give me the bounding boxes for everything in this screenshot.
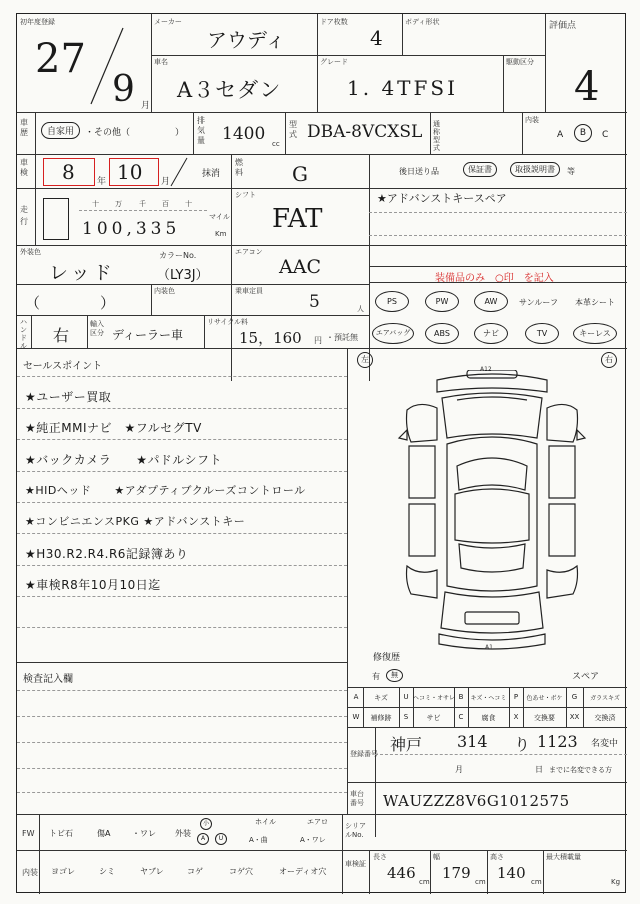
maker-value: アウディ [207, 28, 286, 52]
model-value: A３セダン [177, 78, 282, 102]
auction-sheet: 初年度登録 27 9 月 メーカー アウディ ドア枚数 4 ボディ形状 評価点 4 車名 A３セダン グレード 1. 4TFSI 駆動区分 車歴 自家用 ・その他（ ） 排気量 1400 cc 型式 DBA-8VCXSL 通称型式 内装 A B C 車検 8 年 10 月 抹消 燃料 G 後日送り品 保証書 取扱説明書 等 走行 十 万 千 百 十 100,335 マイル Km シフト FAT ★アドバンストキースペア 外装色 レッド カラーNo. （LY3J） エアコン AAC 装備品のみ ○印 を記入 （ ） 内装色 乗車定員 5 人 PS PW AW サンルーフ 本革シート ハンドル 右 輸入区分 ディーラー車 リサイクル料 15，160 円 ・預託無 エアバッグ ABS ナビ TV キーレス セールスポイント ★ユーザー買取 ★純正MMIナビ ★フルセグTV ★バックカメラ ★パドルシフト ★HIDヘッド ★アダプティブクルーズコントロール ★コンビニエンスPKG ★アドバンストキー ★H30.R2.R4.R6記録簿あり ★車検R8年10月10日迄 検査記入欄 左 右 A12 A1 修復歴 有 無 スペア A キズ U ヘコミ・オサレ B キズ・ヘコミ P 色あせ・ボケ G ガラスキズ W 補修跡 S サビ C 腐食 X 交換要 XX 交換済 登録番号 神戸 314 り 1123 名変中 月 日 までに名変できる方 車台番号 WAUZZZ8V6G1012575 FW トビ石 傷A ・ワレ 外装 小 A U ホイル A・曲 エアロ A・ワレ シリアルNo. 内装 ヨゴレ シミ ヤブレ コゲ コゲ穴 オーディオ穴 車検証 長さ 446 cm 幅 179 cm 高さ 140 cm 最大積載量 Kg [16, 13, 626, 893]
sales-line: ★純正MMIナビ ★フルセグTV [25, 421, 202, 435]
color-no-label: カラーNo. [159, 251, 197, 260]
score-value: 4 [574, 64, 600, 110]
serial-label: シリアルNo. [345, 822, 366, 839]
equip-leather: 本革シート [575, 298, 615, 307]
displacement-value: 1400 [222, 124, 266, 144]
capacity-value: 5 [309, 292, 320, 312]
paren-field: （ ） [25, 294, 116, 312]
history-own: 自家用 [41, 122, 80, 139]
import-label: 輸入区分 [90, 320, 104, 337]
insp-day: 10 [117, 160, 143, 184]
recycle-value: 15，160 [239, 329, 302, 347]
sales-line: ★H30.R2.R4.R6記録簿あり [25, 547, 189, 561]
interior-a: A [557, 130, 564, 140]
repair-yes: 有 [372, 672, 380, 681]
mileage-value: 100,335 [82, 219, 181, 239]
import-value: ディーラー車 [112, 328, 184, 342]
inspection-notes-title: 検査記入欄 [23, 674, 73, 685]
maker-label: メーカー [154, 18, 182, 26]
score-label: 評価点 [549, 21, 577, 31]
equip-abs: ABS [425, 323, 459, 344]
drive-label: 駆動区分 [506, 58, 534, 66]
recycle-label: リサイクル料 [207, 318, 249, 326]
color-no-value: （LY3J） [157, 268, 209, 283]
month-unit-2: 月 [161, 177, 171, 187]
deposit-label: ・預託無 [326, 333, 358, 342]
exterior-label: 外装色 [20, 248, 41, 256]
equip-pw: PW [425, 291, 459, 312]
mileage-box [43, 198, 69, 240]
reg-num: 314 [457, 732, 488, 751]
month-unit: 月 [141, 101, 151, 111]
equip-airbag: エアバッグ [372, 323, 414, 344]
insp-month: 8 [62, 160, 75, 184]
doc-warranty: 保証書 [463, 162, 497, 177]
displacement-label: 排気量 [197, 116, 205, 145]
note-line: ★アドバンストキースペア [377, 192, 507, 205]
sales-line: ★バックカメラ ★パドルシフト [25, 453, 222, 467]
equip-tv: TV [525, 323, 559, 344]
interior-b: B [574, 124, 592, 142]
repair-no: 無 [386, 669, 403, 682]
sales-line: ★車検R8年10月10日迄 [25, 578, 161, 592]
interior-label: 内装 [525, 116, 539, 124]
doc-manual: 取扱説明書 [510, 162, 560, 177]
size-label: 車検証 [345, 860, 366, 868]
weight-label: 最大積載量 [546, 853, 581, 861]
mile-label: マイル [209, 213, 230, 221]
doors-value: 4 [370, 26, 383, 50]
history-other: ・その他（ ） [85, 128, 185, 138]
yen-unit: 円 [314, 336, 322, 345]
history-label: 車歴 [20, 118, 28, 137]
reg-deadline: までに名変できる方 [549, 766, 612, 774]
equip-aw: AW [474, 291, 508, 312]
equipment-header: 装備品のみ ○印 を記入 [435, 273, 554, 284]
inspection-label: 車検 [20, 158, 28, 177]
first-reg-label: 初年度登録 [20, 18, 55, 26]
handle-label: ハンドル [20, 318, 27, 350]
drive-cat-label: 通称型式 [433, 120, 440, 152]
cc-unit: cc [272, 140, 280, 148]
front-code: A12 [480, 366, 492, 373]
erase-label: 抹消 [202, 169, 221, 179]
spare-label: スペア [572, 672, 600, 682]
first-reg-month: 9 [112, 69, 135, 110]
capacity-label: 乗車定員 [235, 287, 263, 295]
fuel-value: G [292, 162, 308, 186]
capacity-unit: 人 [357, 305, 364, 313]
name-change: 名変中 [591, 739, 619, 749]
equip-sunroof: サンルーフ [519, 298, 558, 307]
interior-c: C [602, 130, 609, 140]
grade-label: グレード [320, 58, 348, 66]
sales-title: セールスポイント [23, 361, 103, 372]
reg-kana: り [514, 735, 531, 754]
doors-label: ドア枚数 [320, 18, 348, 26]
reg-month: 月 [455, 765, 463, 774]
type-value: DBA-8VCXSL [307, 122, 423, 142]
equip-navi: ナビ [474, 323, 508, 344]
equip-ps: PS [375, 291, 409, 312]
year-unit: 年 [97, 177, 107, 187]
shift-value: FAT [272, 204, 323, 234]
reg-plate: 1123 [537, 732, 578, 751]
fuel-label: 燃料 [235, 158, 243, 177]
docs-label: 後日送り品 [399, 167, 439, 176]
reg-place: 神戸 [390, 735, 423, 754]
height-value: 140 [497, 864, 526, 882]
exterior-value: レッド [49, 262, 115, 284]
right-marker: 右 [601, 352, 617, 368]
car-body-diagram [397, 370, 587, 652]
aero-label: エアロ [307, 818, 328, 826]
slash-divider-2 [167, 156, 191, 188]
repair-label: 修復歴 [373, 653, 401, 663]
shift-label: シフト [235, 191, 256, 199]
sales-line: ★HIDヘッド ★アダプティブクルーズコントロール [25, 484, 306, 497]
doc-etc: 等 [567, 167, 575, 176]
sales-line: ★コンビニエンスPKG ★アドバンストキー [25, 515, 246, 528]
chassis-label: 車台番号 [350, 790, 364, 807]
wheel-label: ホイル [255, 818, 276, 826]
rear-code: A1 [485, 644, 493, 651]
width-value: 179 [442, 864, 471, 882]
ac-label: エアコン [235, 248, 263, 256]
reg-label: 登録番号 [350, 750, 378, 758]
km-label: Km [215, 230, 227, 238]
int-label: 内装 [22, 868, 38, 877]
mileage-label: 走行 [20, 205, 28, 226]
int-color-label: 内装色 [154, 287, 175, 295]
chassis-vin: WAUZZZ8V6G1012575 [383, 792, 570, 810]
sales-line: ★ユーザー買取 [25, 390, 112, 404]
handle-value: 右 [53, 326, 70, 345]
reg-day: 日 [535, 765, 543, 774]
ac-value: AAC [279, 256, 321, 278]
left-marker: 左 [357, 352, 373, 368]
model-label: 車名 [154, 58, 168, 66]
body-label: ボディ形状 [405, 18, 440, 26]
equip-keyless: キーレス [573, 323, 617, 344]
length-value: 446 [387, 864, 416, 882]
first-reg-year: 27 [35, 36, 86, 82]
ext-label: 外装 [175, 829, 191, 838]
fw-label: FW [22, 829, 35, 838]
grade-value: 1. 4TFSI [347, 76, 458, 100]
type-label: 型式 [289, 120, 297, 139]
